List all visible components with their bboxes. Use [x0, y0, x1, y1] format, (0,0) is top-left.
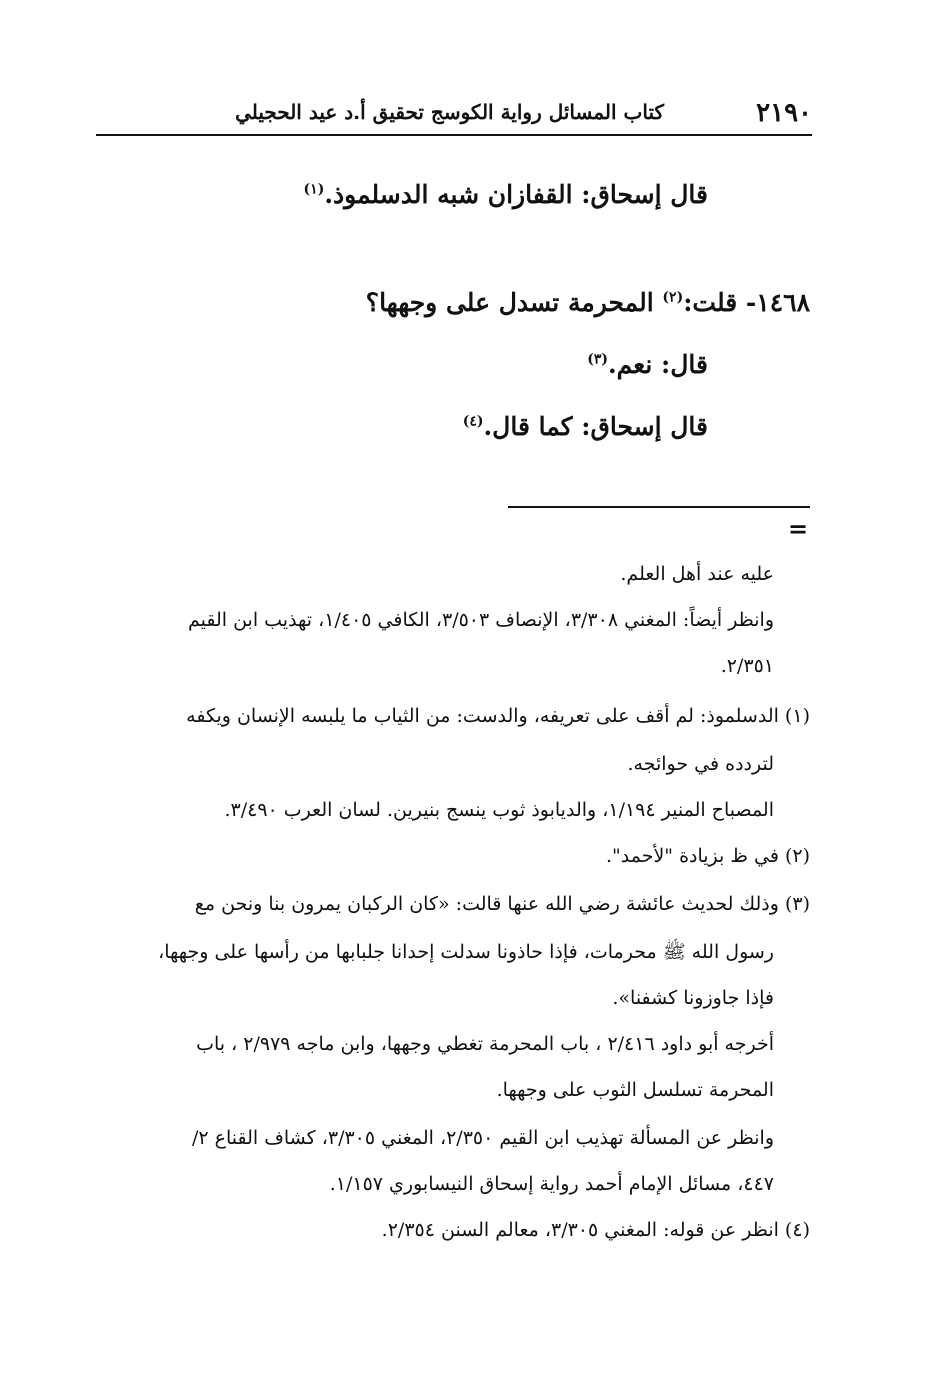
footnote-line: المصباح المنير ١/١٩٤، والديابوذ ثوب ينسج بنيرين. لسان العرب ٣/٤٩٠. [224, 799, 774, 821]
footnote-line: فإذا جاوزونا كشفنا». [612, 987, 774, 1009]
footnote-line: المحرمة تسلسل الثوب على وجهها. [496, 1079, 774, 1101]
answer-line-1-text: قال: نعم. [607, 350, 708, 379]
footnote-continuation-mark: = [788, 514, 809, 543]
page-number: ٢١٩٠ [756, 98, 812, 128]
footnote-line: عليه عند أهل العلم. [620, 563, 774, 585]
footnote-line: ٤٤٧، مسائل الإمام أحمد رواية إسحاق النيسابوري ١/١٥٧. [329, 1173, 774, 1195]
footnote-3: (٣) وذلك لحديث عائشة رضي الله عنها قالت: «كان الركبان يمرون بنا ونحن مع [194, 893, 810, 915]
footnote-ref-1: (١) [303, 181, 325, 198]
footnote-line: أخرجه أبو داود ٢/٤١٦ ، باب المحرمة تغطي وجهها، وابن ماجه ٢/٩٧٩ ، باب [196, 1033, 774, 1055]
question-number: ١٤٦٨- قلت: [683, 288, 810, 317]
answer-line-1 [587, 350, 708, 379]
running-title: كتاب المسائل رواية الكوسج تحقيق أ.د عيد الحجيلي [235, 100, 664, 124]
main-text-line-1-text: قال إسحاق: القفازان شبه الدسلموذ. [324, 180, 708, 209]
footnote-2: (٢) في ظ بزيادة "لأحمد". [605, 845, 810, 867]
footnote-ref-2: (٢) [662, 289, 684, 306]
header-rule [96, 134, 812, 136]
answer-line-2-text: قال إسحاق: كما قال. [483, 412, 708, 441]
footnote-line: ٢/٣٥١. [720, 655, 774, 677]
footnote-line: وانظر عن المسألة تهذيب ابن القيم ٢/٣٥٠، المغني ٣/٣٠٥، كشاف القناع ٢/ [191, 1127, 774, 1149]
footnote-ref-4: (٤) [462, 413, 484, 430]
footnote-4: (٤) انظر عن قوله: المغني ٣/٣٠٥، معالم السنن ٢/٣٥٤. [381, 1219, 810, 1241]
footnote-line: وانظر أيضاً: المغني ٣/٣٠٨، الإنصاف ٣/٥٠٣، الكافي ١/٤٠٥، تهذيب ابن القيم [187, 609, 774, 631]
question-line [366, 288, 810, 317]
footnote-separator [508, 506, 810, 508]
footnote-line: لتردده في حوائجه. [627, 753, 774, 775]
footnote-1: (١) الدسلموذ: لم أقف على تعريفه، والدست: من الثياب ما يلبسه الإنسان ويكفه [186, 705, 810, 727]
answer-line-2 [463, 412, 708, 441]
footnote-ref-3: (٣) [587, 351, 608, 368]
main-text-line-1 [304, 180, 708, 209]
page-header [96, 92, 812, 132]
question-text: المحرمة تسدل على وجهها؟ [365, 288, 663, 317]
footnote-line: رسول الله ﷺ محرمات، فإذا حاذونا سدلت إحدانا جلبابها من رأسها على وجهها، [158, 941, 774, 963]
